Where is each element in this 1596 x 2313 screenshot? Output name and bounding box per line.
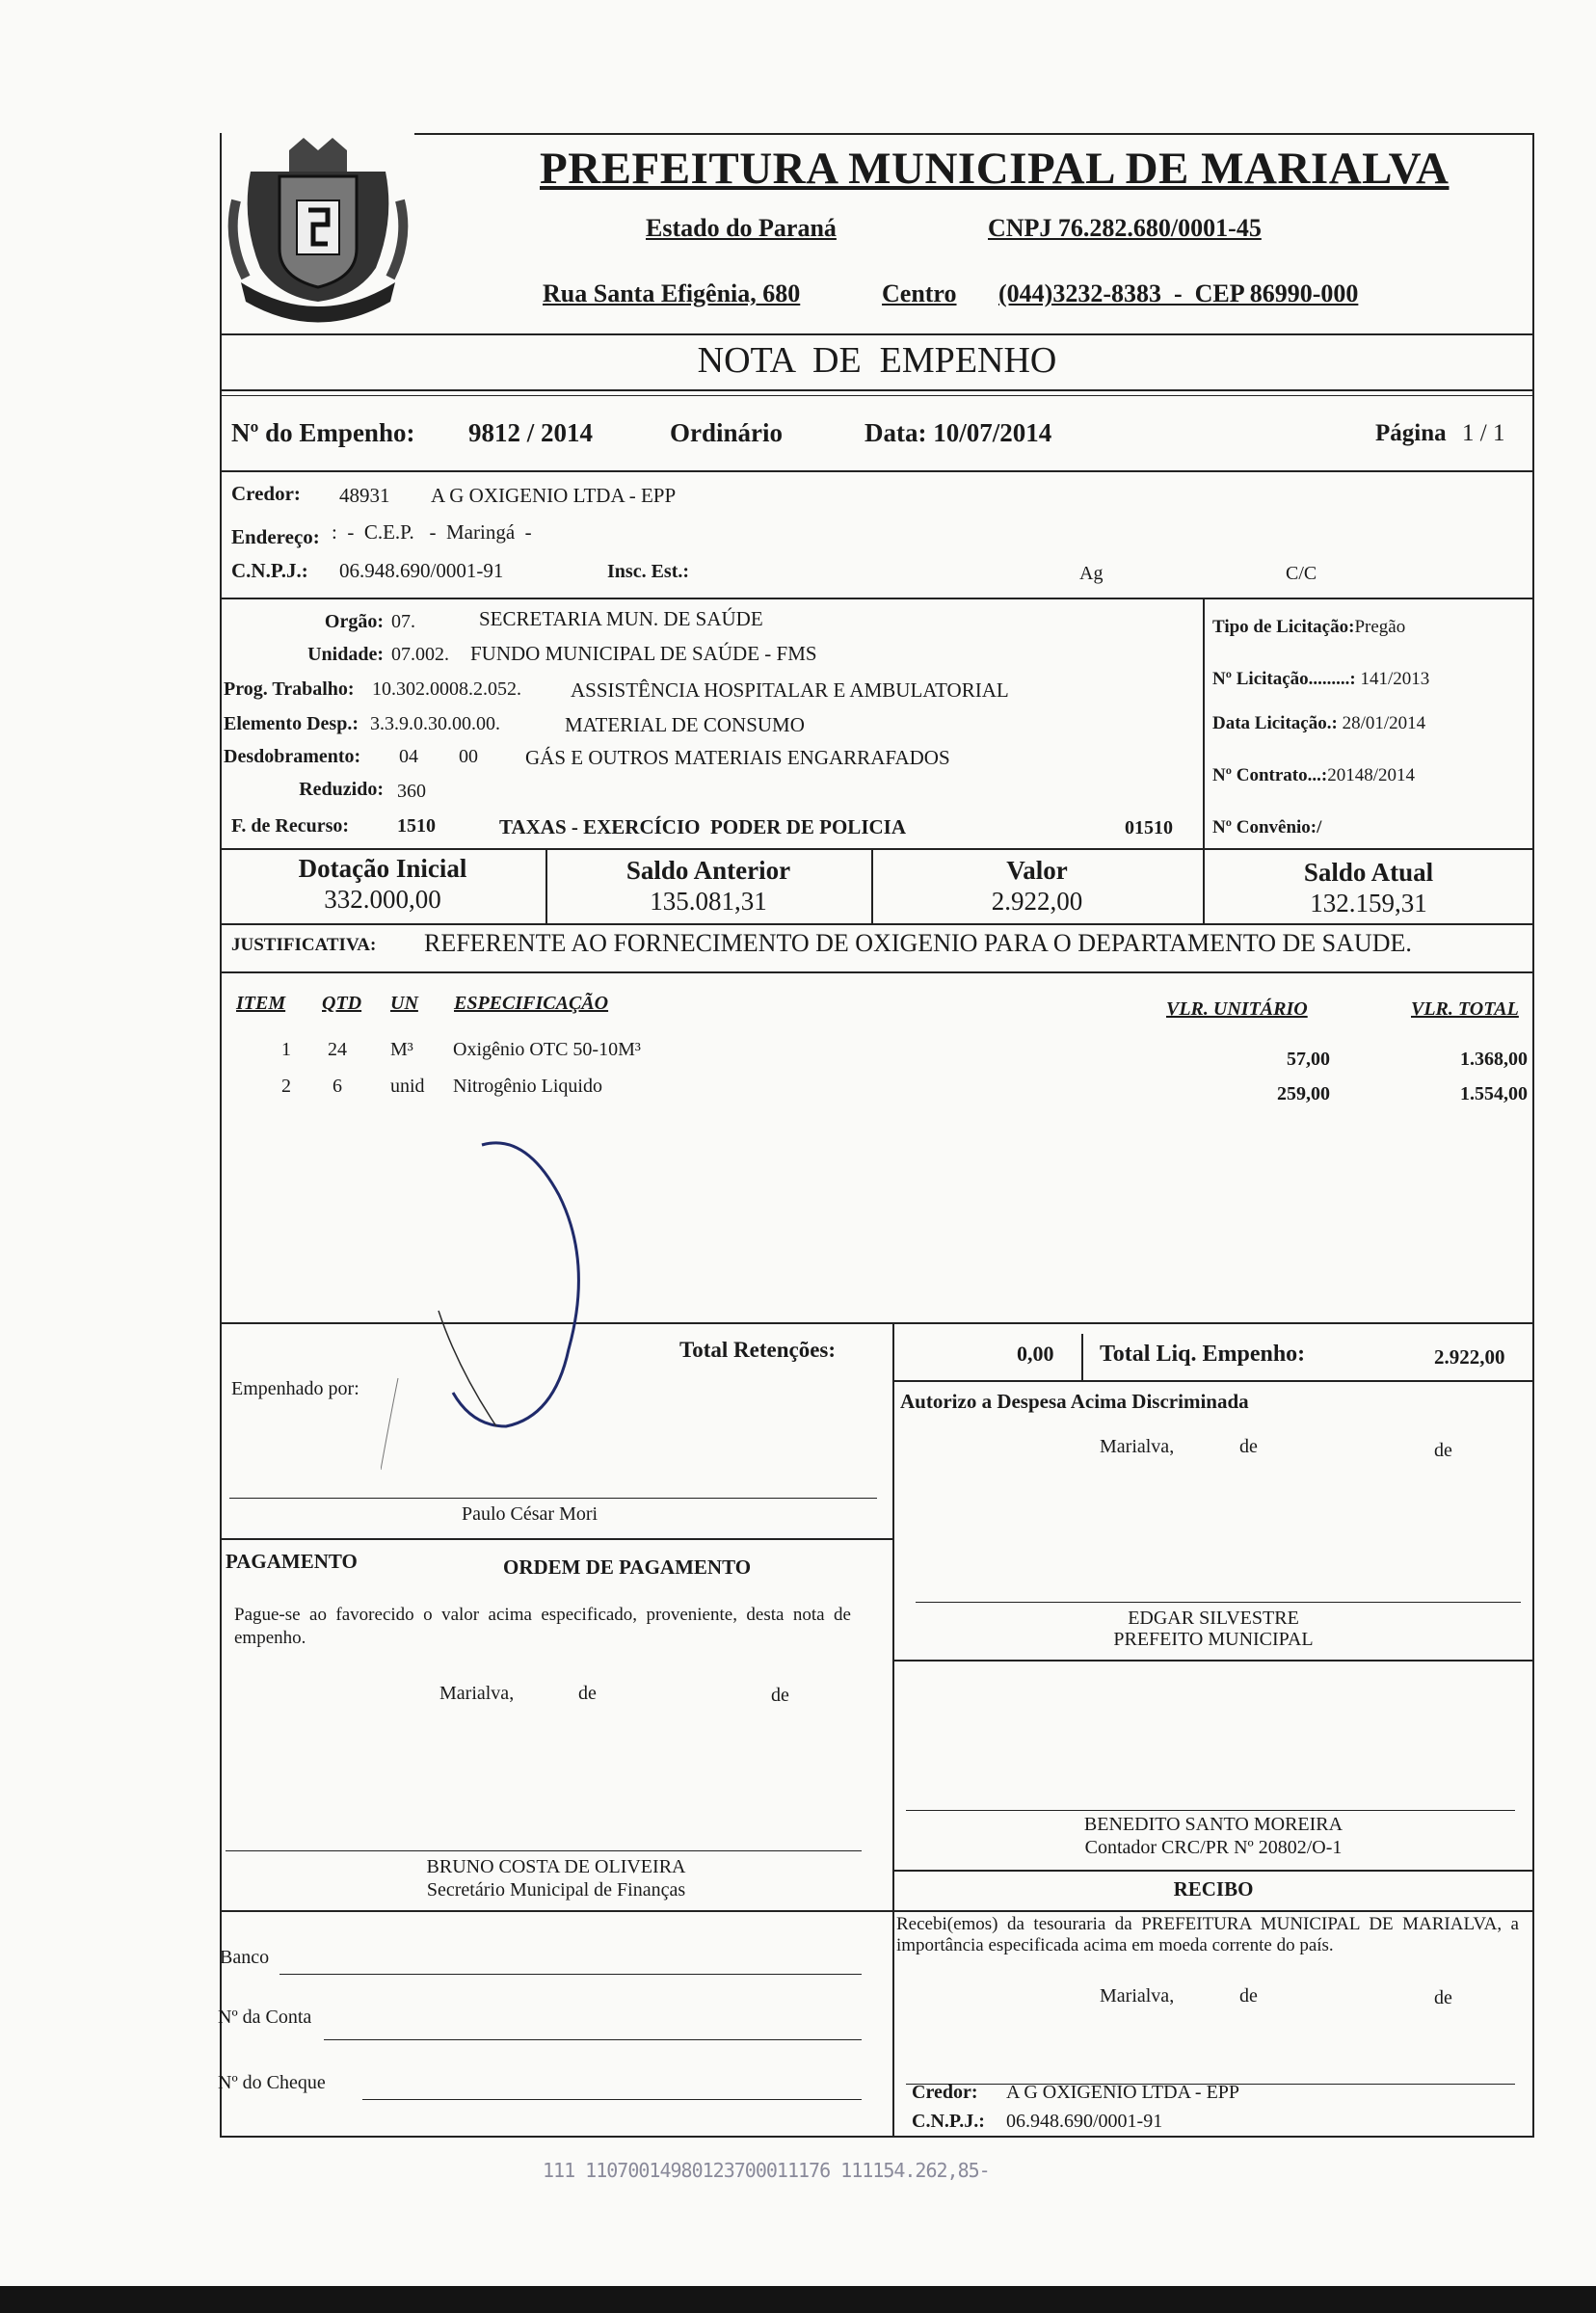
- cc-label: C/C: [1286, 563, 1317, 584]
- recibo-cnpj-value: 06.948.690/0001-91: [1006, 2111, 1163, 2132]
- elemento-name: MATERIAL DE CONSUMO: [565, 713, 805, 736]
- pagamento-label: PAGAMENTO: [226, 1550, 358, 1573]
- valor-value: 2.922,00: [991, 887, 1083, 916]
- elemento-label: Elemento Desp.:: [224, 713, 359, 734]
- recibo-de2: de: [1434, 1987, 1452, 2008]
- signature-scribble: [381, 1137, 631, 1484]
- reduzido-value: 360: [397, 781, 426, 802]
- scan-bottom-edge: [0, 2286, 1596, 2313]
- pagamento-place: Marialva,: [439, 1683, 515, 1704]
- licitacao-tipo: [1212, 617, 1405, 638]
- credor-code: 48931: [339, 484, 390, 507]
- dotacao-value: 332.000,00: [324, 885, 441, 914]
- item-espec: Nitrogênio Liquido: [453, 1076, 602, 1097]
- recurso-extra: 01510: [1125, 817, 1173, 838]
- contador-name: BENEDITO SANTO MOREIRA: [1083, 1814, 1343, 1835]
- elemento-code: 3.3.9.0.30.00.00.: [370, 713, 500, 734]
- recurso-name: TAXAS - EXERCÍCIO PODER DE POLICIA: [499, 815, 906, 838]
- col-qtd-header: QTD: [322, 993, 362, 1014]
- recibo-text: Recebi(emos) da tesouraria da PREFEITURA MUNICIPAL DE MARIALVA, a importância especificada acima em moeda corrente do país.: [896, 1914, 1519, 1955]
- recurso-code: 1510: [397, 815, 436, 837]
- table-row: [0, 1076, 1596, 1104]
- licitacao-contrato-value: 20148/2014: [1327, 765, 1415, 785]
- credor-name: A G OXIGENIO LTDA - EPP: [431, 484, 677, 507]
- pagamento-de1: de: [578, 1683, 597, 1704]
- prefeito-role: PREFEITO MUNICIPAL: [1113, 1629, 1314, 1650]
- unidade-label: Unidade:: [307, 644, 384, 665]
- licitacao-tipo-value: Pregão: [1354, 617, 1406, 637]
- justificativa-label: JUSTIFICATIVA:: [231, 935, 377, 955]
- saldo-anterior-label: Saldo Anterior: [625, 856, 791, 885]
- item-total-value: 1.554,00: [1460, 1083, 1528, 1104]
- empenho-number: 9812 / 2014: [468, 418, 594, 447]
- saldo-anterior-value: 135.081,31: [650, 887, 767, 916]
- liq-value: 2.922,00: [1434, 1345, 1505, 1369]
- recibo-credor-label: Credor:: [912, 2082, 978, 2103]
- prefeito-name: EDGAR SILVESTRE: [1128, 1608, 1299, 1629]
- table-row: [0, 1039, 1596, 1068]
- licitacao-num-value: 141/2013: [1360, 669, 1430, 689]
- document-title: NOTA DE EMPENHO: [697, 340, 1057, 381]
- header-title: PREFEITURA MUNICIPAL DE MARIALVA: [540, 144, 1450, 194]
- prog-label: Prog. Trabalho:: [224, 678, 355, 700]
- autorizo-de2: de: [1434, 1440, 1452, 1461]
- coat-of-arms-logo: [222, 133, 414, 343]
- item-number: 2: [281, 1076, 291, 1097]
- recurso-label: F. de Recurso:: [231, 815, 350, 837]
- page-value: 1 / 1: [1462, 420, 1505, 446]
- empenhado-signer: Paulo César Mori: [462, 1503, 598, 1525]
- licitacao-num: [1212, 669, 1429, 690]
- autorizo-place: Marialva,: [1100, 1436, 1175, 1457]
- recibo-cnpj-label: C.N.P.J.:: [912, 2111, 985, 2132]
- empenho-type: Ordinário: [670, 418, 784, 447]
- orgao-name: SECRETARIA MUN. DE SAÚDE: [479, 607, 763, 630]
- banco-label: Banco: [220, 1947, 270, 1968]
- desdobramento-name: GÁS E OUTROS MATERIAIS ENGARRAFADOS: [525, 746, 950, 769]
- header-address: Rua Santa Efigênia, 680: [543, 279, 801, 307]
- autorizo-title: Autorizo a Despesa Acima Discriminada: [900, 1390, 1249, 1413]
- header-phone-cep: (044)3232-8383 - CEP 86990-000: [998, 279, 1359, 307]
- licitacao-data: [1212, 713, 1425, 734]
- pagamento-text: Pague-se ao favorecido o valor acima especificado, proveniente, desta nota de empenho.: [234, 1605, 851, 1648]
- recibo-title: RECIBO: [1173, 1877, 1254, 1901]
- desdobramento-b: 00: [459, 746, 478, 767]
- licitacao-convenio: Nº Convênio:/: [1212, 817, 1322, 837]
- credor-label: Credor:: [231, 482, 301, 505]
- item-total-value: 1.368,00: [1460, 1049, 1528, 1070]
- col-item-header: ITEM: [236, 993, 286, 1014]
- cheque-label: Nº do Cheque: [218, 2072, 326, 2093]
- recibo-credor-value: A G OXIGENIO LTDA - EPP: [1006, 2082, 1240, 2103]
- licitacao-contrato-label: Nº Contrato...:: [1212, 765, 1328, 785]
- item-unit-value: 259,00: [1277, 1083, 1330, 1104]
- item-un: M³: [390, 1039, 413, 1060]
- licitacao-data-label: Data Licitação.:: [1212, 713, 1338, 733]
- item-espec: Oxigênio OTC 50-10M³: [453, 1039, 641, 1060]
- item-number: 1: [281, 1039, 291, 1060]
- header-cnpj: CNPJ 76.282.680/0001-45: [988, 214, 1262, 242]
- item-qtd: 6: [332, 1076, 342, 1097]
- desdobramento-a: 04: [399, 746, 418, 767]
- col-espec-header: ESPECIFICAÇÃO: [454, 993, 609, 1014]
- page-label: Página: [1375, 420, 1447, 446]
- licitacao-contrato: [1212, 765, 1415, 786]
- credor-cnpj-label: C.N.P.J.:: [231, 559, 308, 582]
- col-un-header: UN: [390, 993, 418, 1014]
- autorizo-de1: de: [1239, 1436, 1258, 1457]
- recibo-place: Marialva,: [1100, 1985, 1175, 2007]
- ag-label: Ag: [1079, 563, 1104, 584]
- endereco-value: : - C.E.P. - Maringá -: [332, 520, 532, 544]
- endereco-label: Endereço:: [231, 525, 320, 548]
- empenho-date: Data: 10/07/2014: [864, 418, 1052, 447]
- liq-label: Total Liq. Empenho:: [1100, 1342, 1306, 1367]
- orgao-code: 07.: [391, 611, 415, 632]
- orgao-label: Orgão:: [324, 611, 384, 632]
- pagamento-title: ORDEM DE PAGAMENTO: [503, 1555, 752, 1579]
- saldo-atual-label: Saldo Atual: [1303, 858, 1434, 887]
- valor-label: Valor: [1006, 856, 1068, 885]
- licitacao-tipo-label: Tipo de Licitação:: [1212, 617, 1355, 637]
- empenhado-label: Empenhado por:: [231, 1378, 359, 1399]
- header-state: Estado do Paraná: [646, 214, 837, 242]
- empenho-label: Nº do Empenho:: [231, 418, 415, 447]
- prog-name: ASSISTÊNCIA HOSPITALAR E AMBULATORIAL: [571, 678, 1009, 702]
- insc-label: Insc. Est.:: [607, 561, 690, 582]
- col-total-header: VLR. TOTAL: [1411, 998, 1519, 1020]
- header-district: Centro: [882, 279, 957, 307]
- retencoes-label: Total Retenções:: [679, 1338, 837, 1362]
- item-qtd: 24: [328, 1039, 347, 1060]
- unidade-code: 07.002.: [391, 644, 449, 665]
- financas-name: BRUNO COSTA DE OLIVEIRA: [426, 1856, 686, 1877]
- pagamento-de2: de: [771, 1685, 789, 1706]
- saldo-atual-value: 132.159,31: [1310, 889, 1427, 917]
- item-un: unid: [390, 1076, 425, 1097]
- item-unit-value: 57,00: [1287, 1049, 1330, 1070]
- justificativa-text: REFERENTE AO FORNECIMENTO DE OXIGENIO PARA O DEPARTAMENTO DE SAUDE.: [424, 929, 1412, 957]
- retencoes-value: 0,00: [1017, 1342, 1054, 1366]
- prog-code: 10.302.0008.2.052.: [372, 678, 521, 700]
- recibo-de1: de: [1239, 1985, 1258, 2007]
- contador-role: Contador CRC/PR Nº 20802/O-1: [1084, 1837, 1343, 1858]
- desdobramento-label: Desdobramento:: [224, 746, 361, 767]
- credor-cnpj-value: 06.948.690/0001-91: [339, 559, 504, 582]
- dotacao-label: Dotação Inicial: [298, 854, 467, 883]
- conta-label: Nº da Conta: [218, 2007, 312, 2028]
- licitacao-num-label: Nº Licitação.........:: [1212, 669, 1356, 689]
- col-unit-header: VLR. UNITÁRIO: [1166, 998, 1308, 1020]
- licitacao-data-value: 28/01/2014: [1342, 713, 1426, 733]
- reduzido-label: Reduzido:: [299, 779, 384, 800]
- footer-code: 111 11070014980123700011176 111154.262,85-: [543, 2159, 990, 2182]
- financas-role: Secretário Municipal de Finanças: [426, 1879, 686, 1901]
- unidade-name: FUNDO MUNICIPAL DE SAÚDE - FMS: [470, 642, 817, 665]
